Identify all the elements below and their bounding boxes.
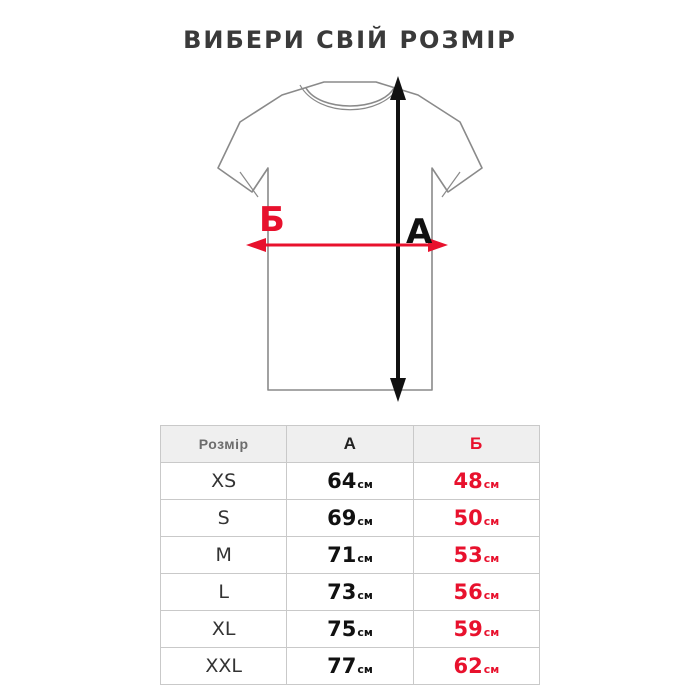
cell-size: XXL <box>161 648 287 685</box>
cell-a <box>287 611 413 648</box>
unit-b: см <box>483 515 500 528</box>
value-a: 73 <box>327 580 357 604</box>
cell-b <box>413 648 539 685</box>
value-b: 53 <box>453 543 483 567</box>
value-a: 75 <box>327 617 357 641</box>
unit-a: см <box>357 478 373 491</box>
unit-b: см <box>483 478 500 491</box>
cell-size: L <box>161 574 287 611</box>
cell-a <box>287 537 413 574</box>
tshirt-illustration <box>170 60 530 405</box>
cell-size: XL <box>161 611 287 648</box>
table-row <box>161 500 540 537</box>
value-b: 56 <box>453 580 483 604</box>
size-table-body <box>161 463 540 685</box>
header-b: Б <box>413 426 539 463</box>
tshirt-diagram <box>170 60 530 405</box>
cell-b <box>413 463 539 500</box>
size-table-wrapper <box>160 425 540 685</box>
size-table <box>160 425 540 685</box>
table-row <box>161 574 540 611</box>
unit-a: см <box>357 626 373 639</box>
cell-size: M <box>161 537 287 574</box>
value-b: 59 <box>453 617 483 641</box>
value-a: 77 <box>327 654 357 678</box>
header-a: А <box>287 426 413 463</box>
size-table-head <box>161 426 540 463</box>
table-header-row <box>161 426 540 463</box>
cell-b <box>413 574 539 611</box>
cell-b <box>413 500 539 537</box>
table-row <box>161 648 540 685</box>
page-title: ВИБЕРИ СВІЙ РОЗМІР <box>183 26 517 54</box>
unit-a: см <box>357 515 373 528</box>
unit-b: см <box>483 663 500 676</box>
header-size: Розмір <box>161 426 287 463</box>
unit-a: см <box>357 663 373 676</box>
cell-a <box>287 500 413 537</box>
table-row <box>161 611 540 648</box>
cell-b <box>413 537 539 574</box>
unit-b: см <box>483 589 500 602</box>
cell-a <box>287 648 413 685</box>
unit-b: см <box>483 552 500 565</box>
value-a: 71 <box>327 543 357 567</box>
cell-size: XS <box>161 463 287 500</box>
cell-a <box>287 463 413 500</box>
value-a: 64 <box>327 469 357 493</box>
unit-a: см <box>357 589 373 602</box>
cell-size: S <box>161 500 287 537</box>
value-b: 48 <box>453 469 483 493</box>
unit-a: см <box>357 552 373 565</box>
cell-a <box>287 574 413 611</box>
table-row <box>161 463 540 500</box>
value-b: 62 <box>453 654 483 678</box>
value-a: 69 <box>327 506 357 530</box>
cell-b <box>413 611 539 648</box>
value-b: 50 <box>453 506 483 530</box>
table-row <box>161 537 540 574</box>
dimension-label-b: Б <box>259 200 285 240</box>
unit-b: см <box>483 626 500 639</box>
dimension-label-a: А <box>406 212 433 252</box>
